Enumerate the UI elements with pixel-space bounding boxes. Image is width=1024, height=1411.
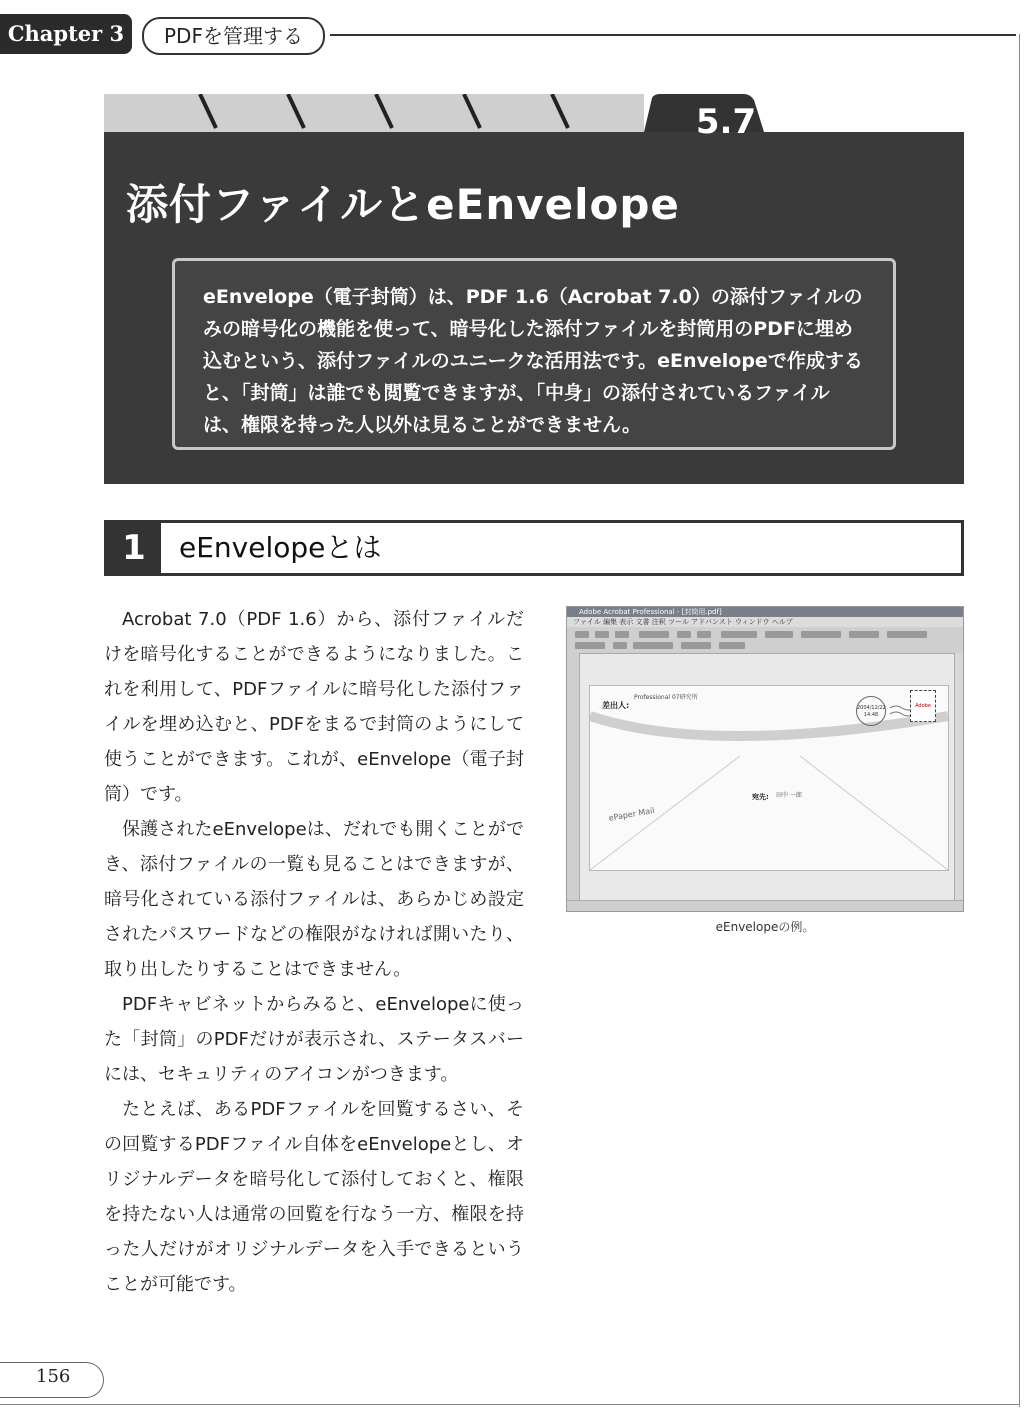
page-bottom-rule [0,1404,1020,1405]
window-navigation-pane [567,653,580,901]
intro-text: eEnvelope（電子封筒）は、PDF 1.6（Acrobat 7.0）の添付ファイルのみの暗号化の機能を使って、暗号化した添付ファイルを封筒用のPDFに埋め込むという、添付ファイルのユニークな活用法です。eEnvelopeで作成すると、「封筒」は誰でも閲覧できますが、「中身」の添付されているファイルは、権限を持った人以外は見ることができません。 [203,286,863,436]
paragraph: PDFキャビネットからみると、eEnvelopeに使った「封筒」のPDFだけが表示され、ステータスバーには、セキュリティのアイコンがつきます。 [104,994,524,1085]
envelope-flap [590,686,948,870]
envelope-recipient-value: 田中 一郎 [776,792,802,799]
window-toolbar [567,627,963,654]
chapter-badge: Chapter 3 [0,14,132,54]
paragraph: たとえば、あるPDFファイルを回覧するさい、その回覧するPDFファイル自体をeEnvelopeとし、オリジナルデータを暗号化して添付しておくと、権限を持たない人は通常の回覧を行なう一方、権限を持った人だけがオリジナルデータを入手できるということが可能です。 [104,1099,524,1295]
envelope-sender-label: 差出人: [602,701,630,710]
paragraph: Acrobat 7.0（PDF 1.6）から、添付ファイルだけを暗号化することができるようになりました。これを利用して、PDFファイルに暗号化した添付ファイルを埋め込むと、PDFをまるで封筒のようにして使うことができます。これが、eEnvelope（電子封筒）です。 [104,609,524,805]
chapter-title: PDFを管理する [142,17,325,55]
envelope-recipient-label: 宛先: [752,793,769,801]
page-number: 156 [36,1366,71,1387]
subsection-heading [104,520,964,576]
envelope-sender-value: Professional 07研究所 [634,694,698,701]
postmark: 2004/12/22 14:48 [856,696,886,726]
section-number: 5.7 [695,102,757,142]
body-text [104,602,524,1302]
envelope-brand: ePaper Mail [608,805,656,823]
stamp: Adobe [910,690,936,722]
section-banner [104,94,964,484]
subsection-number: 1 [107,523,161,573]
window-statusbar [567,900,963,911]
section-title: 添付ファイルとeEnvelope [126,180,680,229]
window-menubar: ファイル 編集 表示 文書 注釈 ツール アドバンスト ウィンドウ ヘルプ [567,617,963,627]
subsection-title: eEnvelopeとは [179,531,382,564]
envelope-page [589,685,949,871]
paragraph: 保護されたeEnvelopeは、だれでも開くことができ、添付ファイルの一覧も見ることはできますが、暗号化されている添付ファイルは、あらかじめ設定されたパスワードなどの権限がなければ開いたり、取り出したりすることはできません。 [104,819,524,980]
header-rule [330,34,1016,36]
intro-box [172,258,896,450]
window-scrollbar [954,653,963,901]
figure-caption: eEnvelopeの例。 [715,920,815,934]
eenvelope-screenshot [566,606,964,912]
window-titlebar: Adobe Acrobat Professional - [封筒用.pdf] [567,607,963,617]
page-edge-rule [1019,34,1020,1407]
